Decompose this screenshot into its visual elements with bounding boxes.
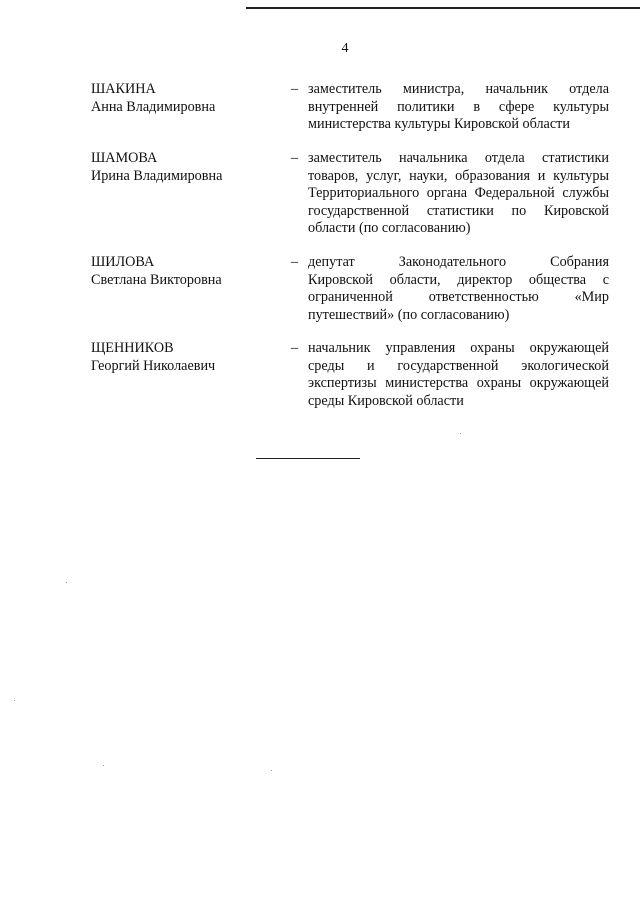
member-surname: ШАКИНА: [91, 81, 156, 97]
scan-speck: [271, 770, 272, 771]
separator-dash: –: [291, 254, 299, 270]
position-line: Территориального органа Федеральной службы: [308, 185, 609, 202]
member-given-names: Ирина Владимировна: [91, 167, 223, 184]
member-surname: ШИЛОВА: [91, 254, 155, 270]
position-line: ограниченной ответственностью «Мир: [308, 289, 609, 306]
member-name: [91, 340, 281, 375]
member-position: [308, 150, 609, 238]
page-number: 4: [341, 41, 349, 56]
end-of-list-rule: [256, 458, 360, 459]
member-name: [91, 81, 281, 116]
scan-speck: [66, 582, 67, 583]
member-given-names: Светлана Викторовна: [91, 271, 222, 288]
position-line: среды Кировской области: [308, 392, 464, 409]
separator-dash: –: [291, 150, 299, 166]
position-line: путешествий» (по согласованию): [308, 306, 510, 323]
scan-speck: [103, 765, 104, 766]
position-line: депутат Законодательного Собрания: [308, 254, 609, 270]
member-position: [308, 81, 609, 134]
member-position: [308, 254, 609, 324]
member-name: [91, 150, 281, 185]
position-line: среды и государственной экологической: [308, 357, 609, 374]
position-line: области (по согласованию): [308, 220, 471, 237]
member-name: [91, 254, 281, 289]
position-line: экспертизы министерства охраны окружающей: [308, 375, 609, 392]
separator-dash: –: [291, 340, 299, 356]
position-line: товаров, услуг, науки, образования и культуры: [308, 167, 609, 184]
top-rule: [246, 7, 640, 9]
member-position: [308, 340, 609, 410]
member-surname: ЩЕННИКОВ: [91, 340, 174, 356]
position-line: министерства культуры Кировской области: [308, 116, 570, 133]
position-line: государственной статистики по Кировской: [308, 202, 609, 219]
member-given-names: Анна Владимировна: [91, 98, 216, 115]
position-line: начальник управления охраны окружающей: [308, 340, 609, 356]
position-line: внутренней политики в сфере культуры: [308, 98, 609, 115]
position-line: заместитель начальника отдела статистики: [308, 150, 609, 166]
member-surname: ШАМОВА: [91, 150, 158, 166]
scan-speck: [14, 700, 15, 701]
member-given-names: Георгий Николаевич: [91, 357, 216, 374]
position-line: Кировской области, директор общества с: [308, 271, 609, 288]
position-line: заместитель министра, начальник отдела: [308, 81, 609, 97]
separator-dash: –: [291, 81, 299, 97]
scan-speck: [460, 433, 461, 434]
